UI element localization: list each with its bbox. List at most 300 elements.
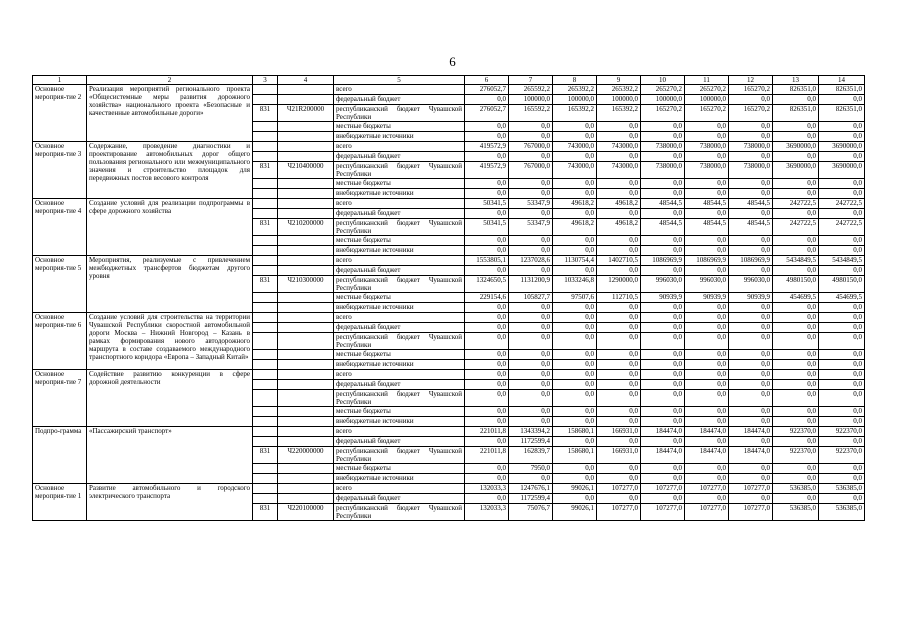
admin-code: [253, 132, 278, 142]
budget-code: Ч210400000: [278, 162, 334, 179]
header-row: [33, 76, 865, 85]
amount-cell: 0,0: [597, 464, 641, 474]
amount-cell: 0,0: [465, 474, 509, 484]
amount-cell: 165270,2: [729, 85, 773, 95]
funding-source: республиканский бюджет Чувашской Республики: [334, 390, 465, 407]
admin-code: [253, 370, 278, 380]
item-title: Содержание, проведение диагностики и проектирование автомобильных дорог общего пользования регионального или межмуниципального значения и строительство площадок для передвижных постов весового контроля: [87, 142, 253, 199]
amount-cell: 0,0: [509, 370, 553, 380]
amount-cell: 229154,6: [465, 293, 509, 303]
admin-code: 831: [253, 105, 278, 122]
amount-cell: 0,0: [773, 266, 819, 276]
funding-source: местные бюджеты: [334, 122, 465, 132]
amount-cell: 536385,0: [819, 504, 865, 521]
amount-cell: 4980150,0: [819, 276, 865, 293]
amount-cell: 184474,0: [641, 447, 685, 464]
budget-code: [278, 333, 334, 350]
amount-cell: 0,0: [509, 122, 553, 132]
amount-cell: 107277,0: [597, 504, 641, 521]
amount-cell: 0,0: [465, 464, 509, 474]
amount-cell: 0,0: [465, 323, 509, 333]
amount-cell: 996030,0: [729, 276, 773, 293]
amount-cell: 0,0: [773, 360, 819, 370]
budget-code: [278, 256, 334, 266]
column-header: 9: [597, 76, 641, 85]
funding-source: местные бюджеты: [334, 350, 465, 360]
amount-cell: 0,0: [819, 209, 865, 219]
amount-cell: 1131200,9: [509, 276, 553, 293]
amount-cell: 242722,5: [773, 219, 819, 236]
amount-cell: 419572,9: [465, 142, 509, 152]
amount-cell: 0,0: [597, 474, 641, 484]
amount-cell: 1237028,6: [509, 256, 553, 266]
budget-code: [278, 427, 334, 437]
amount-cell: 0,0: [597, 152, 641, 162]
amount-cell: 1343394,2: [509, 427, 553, 437]
funding-source: внебюджетные источники: [334, 474, 465, 484]
admin-code: 831: [253, 219, 278, 236]
amount-cell: 265392,2: [553, 85, 597, 95]
amount-cell: 738000,0: [685, 142, 729, 152]
amount-cell: 0,0: [819, 122, 865, 132]
amount-cell: 0,0: [773, 407, 819, 417]
admin-code: [253, 313, 278, 323]
amount-cell: 743000,0: [597, 162, 641, 179]
amount-cell: 48544,5: [729, 199, 773, 209]
amount-cell: 0,0: [553, 417, 597, 427]
amount-cell: 0,0: [553, 437, 597, 447]
funding-source: местные бюджеты: [334, 407, 465, 417]
amount-cell: 221011,8: [465, 427, 509, 437]
table-row: [33, 142, 865, 152]
amount-cell: 0,0: [509, 313, 553, 323]
amount-cell: 0,0: [729, 132, 773, 142]
amount-cell: 184474,0: [685, 447, 729, 464]
table-row: [33, 427, 865, 437]
amount-cell: 5434849,5: [773, 256, 819, 266]
amount-cell: 184474,0: [685, 427, 729, 437]
amount-cell: 0,0: [597, 266, 641, 276]
amount-cell: 162839,7: [509, 447, 553, 464]
amount-cell: 0,0: [819, 236, 865, 246]
amount-cell: 0,0: [729, 407, 773, 417]
admin-code: [253, 333, 278, 350]
item-title: Создание условий для реализации подпрограммы в сфере дорожного хозяйства: [87, 199, 253, 256]
amount-cell: 0,0: [729, 350, 773, 360]
amount-cell: 0,0: [597, 189, 641, 199]
amount-cell: 90939,9: [729, 293, 773, 303]
amount-cell: 0,0: [819, 313, 865, 323]
amount-cell: 49618,2: [597, 199, 641, 209]
amount-cell: 0,0: [465, 179, 509, 189]
amount-cell: 0,0: [729, 236, 773, 246]
amount-cell: 0,0: [465, 236, 509, 246]
amount-cell: 184474,0: [641, 427, 685, 437]
amount-cell: 242722,5: [819, 199, 865, 209]
amount-cell: 276052,7: [465, 85, 509, 95]
amount-cell: 0,0: [641, 313, 685, 323]
amount-cell: 3690000,0: [773, 142, 819, 152]
amount-cell: 50341,5: [465, 199, 509, 209]
funding-source: федеральный бюджет: [334, 152, 465, 162]
amount-cell: 0,0: [509, 236, 553, 246]
amount-cell: 0,0: [773, 189, 819, 199]
amount-cell: 0,0: [773, 350, 819, 360]
admin-code: [253, 179, 278, 189]
amount-cell: 1247676,1: [509, 484, 553, 494]
amount-cell: 0,0: [819, 380, 865, 390]
amount-cell: 99026,1: [553, 504, 597, 521]
funding-source: республиканский бюджет Чувашской Республики: [334, 333, 465, 350]
amount-cell: 0,0: [553, 494, 597, 504]
admin-code: [253, 256, 278, 266]
amount-cell: 0,0: [509, 474, 553, 484]
amount-cell: 0,0: [597, 179, 641, 189]
amount-cell: 0,0: [509, 407, 553, 417]
amount-cell: 0,0: [597, 333, 641, 350]
amount-cell: 242722,5: [819, 219, 865, 236]
item-type: Основное мероприя-тие 2: [33, 85, 87, 142]
amount-cell: 0,0: [685, 333, 729, 350]
amount-cell: 0,0: [685, 360, 729, 370]
amount-cell: 0,0: [553, 390, 597, 407]
page-number: 6: [449, 54, 456, 69]
column-header: 14: [819, 76, 865, 85]
funding-source: местные бюджеты: [334, 464, 465, 474]
amount-cell: 107277,0: [641, 484, 685, 494]
amount-cell: 0,0: [685, 474, 729, 484]
amount-cell: 165270,2: [685, 105, 729, 122]
amount-cell: 5434849,5: [819, 256, 865, 266]
amount-cell: 107277,0: [729, 484, 773, 494]
funding-source: местные бюджеты: [334, 179, 465, 189]
amount-cell: 107277,0: [685, 504, 729, 521]
amount-cell: 242722,5: [773, 199, 819, 209]
budget-code: [278, 360, 334, 370]
amount-cell: 0,0: [819, 323, 865, 333]
amount-cell: 0,0: [819, 266, 865, 276]
amount-cell: 184474,0: [729, 427, 773, 437]
amount-cell: 0,0: [641, 323, 685, 333]
amount-cell: 454699,5: [773, 293, 819, 303]
table-row: [33, 199, 865, 209]
amount-cell: 738000,0: [729, 162, 773, 179]
amount-cell: 0,0: [819, 189, 865, 199]
amount-cell: 112710,5: [597, 293, 641, 303]
amount-cell: 107277,0: [641, 504, 685, 521]
funding-source: внебюджетные источники: [334, 417, 465, 427]
amount-cell: 107277,0: [685, 484, 729, 494]
amount-cell: 0,0: [819, 437, 865, 447]
amount-cell: 996030,0: [685, 276, 729, 293]
amount-cell: 922370,0: [773, 427, 819, 437]
admin-code: [253, 152, 278, 162]
amount-cell: 3690000,0: [773, 162, 819, 179]
budget-code: [278, 152, 334, 162]
admin-code: [253, 427, 278, 437]
amount-cell: 100000,0: [641, 95, 685, 105]
amount-cell: 0,0: [641, 179, 685, 189]
column-header: 12: [729, 76, 773, 85]
budget-code: [278, 417, 334, 427]
funding-source: всего: [334, 199, 465, 209]
amount-cell: 0,0: [819, 464, 865, 474]
column-header: 7: [509, 76, 553, 85]
amount-cell: 0,0: [641, 189, 685, 199]
amount-cell: 826351,0: [773, 105, 819, 122]
amount-cell: 0,0: [553, 122, 597, 132]
amount-cell: 0,0: [465, 246, 509, 256]
amount-cell: 165392,2: [597, 105, 641, 122]
amount-cell: 0,0: [773, 390, 819, 407]
amount-cell: 0,0: [773, 152, 819, 162]
admin-code: [253, 474, 278, 484]
amount-cell: 0,0: [641, 370, 685, 380]
amount-cell: 1086969,9: [685, 256, 729, 266]
amount-cell: 0,0: [685, 437, 729, 447]
amount-cell: 0,0: [729, 152, 773, 162]
amount-cell: 0,0: [641, 132, 685, 142]
amount-cell: 0,0: [685, 189, 729, 199]
amount-cell: 0,0: [641, 152, 685, 162]
admin-code: 831: [253, 447, 278, 464]
admin-code: [253, 380, 278, 390]
admin-code: [253, 209, 278, 219]
amount-cell: 0,0: [819, 246, 865, 256]
item-type: Основное мероприя-тие 7: [33, 370, 87, 427]
amount-cell: 50341,5: [465, 219, 509, 236]
item-type: Основное мероприя-тие 5: [33, 256, 87, 313]
amount-cell: 0,0: [597, 407, 641, 417]
funding-source: федеральный бюджет: [334, 209, 465, 219]
amount-cell: 0,0: [685, 494, 729, 504]
amount-cell: 132033,3: [465, 504, 509, 521]
amount-cell: 0,0: [685, 323, 729, 333]
amount-cell: 0,0: [685, 122, 729, 132]
amount-cell: 0,0: [641, 390, 685, 407]
funding-source: республиканский бюджет Чувашской Республики: [334, 219, 465, 236]
budget-code: [278, 199, 334, 209]
amount-cell: 0,0: [685, 209, 729, 219]
amount-cell: 1033246,8: [553, 276, 597, 293]
table-row: [33, 256, 865, 266]
amount-cell: 767000,0: [509, 142, 553, 152]
amount-cell: 49618,2: [597, 219, 641, 236]
amount-cell: 536385,0: [773, 484, 819, 494]
item-type: Основное мероприя-тие 6: [33, 313, 87, 370]
admin-code: [253, 189, 278, 199]
budget-code: [278, 390, 334, 407]
amount-cell: 0,0: [641, 360, 685, 370]
amount-cell: 0,0: [553, 313, 597, 323]
admin-code: [253, 303, 278, 313]
budget-code: [278, 266, 334, 276]
amount-cell: 0,0: [729, 417, 773, 427]
amount-cell: 0,0: [729, 323, 773, 333]
admin-code: [253, 484, 278, 494]
amount-cell: 0,0: [773, 236, 819, 246]
amount-cell: 0,0: [465, 360, 509, 370]
admin-code: [253, 246, 278, 256]
budget-code: [278, 95, 334, 105]
budget-code: [278, 474, 334, 484]
amount-cell: 0,0: [597, 122, 641, 132]
amount-cell: 4980150,0: [773, 276, 819, 293]
amount-cell: 0,0: [685, 350, 729, 360]
funding-source: всего: [334, 370, 465, 380]
amount-cell: 0,0: [641, 303, 685, 313]
amount-cell: 0,0: [773, 494, 819, 504]
amount-cell: 922370,0: [819, 447, 865, 464]
amount-cell: 0,0: [819, 474, 865, 484]
column-header: 11: [685, 76, 729, 85]
funding-source: внебюджетные источники: [334, 303, 465, 313]
item-type: Основное мероприя-тие 4: [33, 199, 87, 256]
table-row: [33, 370, 865, 380]
amount-cell: 48544,5: [685, 219, 729, 236]
amount-cell: 158680,1: [553, 447, 597, 464]
amount-cell: 0,0: [553, 350, 597, 360]
amount-cell: 100000,0: [597, 95, 641, 105]
funding-source: внебюджетные источники: [334, 360, 465, 370]
amount-cell: 0,0: [773, 474, 819, 484]
amount-cell: 132033,3: [465, 484, 509, 494]
amount-cell: 0,0: [729, 360, 773, 370]
admin-code: [253, 494, 278, 504]
amount-cell: 0,0: [465, 417, 509, 427]
column-header: 4: [278, 76, 334, 85]
amount-cell: 99026,1: [553, 484, 597, 494]
amount-cell: 0,0: [553, 474, 597, 484]
amount-cell: 0,0: [641, 350, 685, 360]
funding-source: всего: [334, 427, 465, 437]
amount-cell: 0,0: [509, 360, 553, 370]
amount-cell: 0,0: [509, 246, 553, 256]
admin-code: [253, 437, 278, 447]
column-header: 2: [87, 76, 253, 85]
amount-cell: 0,0: [509, 303, 553, 313]
amount-cell: 0,0: [819, 417, 865, 427]
amount-cell: 767000,0: [509, 162, 553, 179]
amount-cell: 0,0: [819, 407, 865, 417]
amount-cell: 0,0: [729, 333, 773, 350]
budget-code: [278, 179, 334, 189]
admin-code: [253, 323, 278, 333]
amount-cell: 0,0: [685, 152, 729, 162]
amount-cell: 1553805,1: [465, 256, 509, 266]
amount-cell: 536385,0: [773, 504, 819, 521]
budget-code: [278, 350, 334, 360]
amount-cell: 0,0: [553, 360, 597, 370]
funding-source: внебюджетные источники: [334, 246, 465, 256]
amount-cell: 0,0: [509, 390, 553, 407]
table-row: [33, 484, 865, 494]
amount-cell: 0,0: [685, 417, 729, 427]
amount-cell: 1290000,0: [597, 276, 641, 293]
amount-cell: 0,0: [465, 122, 509, 132]
funding-source: всего: [334, 313, 465, 323]
column-header: 10: [641, 76, 685, 85]
amount-cell: 0,0: [819, 152, 865, 162]
amount-cell: 3690000,0: [819, 142, 865, 152]
amount-cell: 0,0: [729, 474, 773, 484]
amount-cell: 0,0: [641, 464, 685, 474]
budget-code: [278, 236, 334, 246]
amount-cell: 0,0: [597, 132, 641, 142]
amount-cell: 0,0: [509, 417, 553, 427]
amount-cell: 743000,0: [553, 162, 597, 179]
amount-cell: 90939,9: [685, 293, 729, 303]
admin-code: [253, 417, 278, 427]
amount-cell: 0,0: [773, 132, 819, 142]
amount-cell: 0,0: [773, 437, 819, 447]
amount-cell: 100000,0: [509, 95, 553, 105]
amount-cell: 743000,0: [597, 142, 641, 152]
amount-cell: 105827,7: [509, 293, 553, 303]
amount-cell: 0,0: [773, 313, 819, 323]
amount-cell: 0,0: [819, 303, 865, 313]
funding-source: федеральный бюджет: [334, 266, 465, 276]
amount-cell: 0,0: [465, 132, 509, 142]
amount-cell: 165270,2: [641, 105, 685, 122]
budget-code: [278, 380, 334, 390]
amount-cell: 0,0: [465, 350, 509, 360]
amount-cell: 0,0: [819, 132, 865, 142]
item-type: Основное мероприя-тие 3: [33, 142, 87, 199]
amount-cell: 107277,0: [729, 504, 773, 521]
amount-cell: 0,0: [553, 380, 597, 390]
item-title: Создание условий для строительства на территории Чувашской Республики скоростной автомобильной дороги Москва – Нижний Новгород – Казань в рамках формирования нового автодорожного маршрута в составе создаваемого международного транспортного коридора «Европа – Западный Китай»: [87, 313, 253, 370]
budget-code: [278, 132, 334, 142]
budget-code: [278, 464, 334, 474]
amount-cell: 1086969,9: [729, 256, 773, 266]
amount-cell: 75076,7: [509, 504, 553, 521]
amount-cell: 0,0: [773, 122, 819, 132]
item-title: Развитие автомобильного и городского электрического транспорта: [87, 484, 253, 521]
amount-cell: 738000,0: [641, 142, 685, 152]
amount-cell: 0,0: [597, 390, 641, 407]
budget-code: [278, 122, 334, 132]
amount-cell: 0,0: [465, 494, 509, 504]
amount-cell: 738000,0: [729, 142, 773, 152]
amount-cell: 0,0: [773, 380, 819, 390]
amount-cell: 1402710,5: [597, 256, 641, 266]
amount-cell: 922370,0: [773, 447, 819, 464]
amount-cell: 0,0: [729, 390, 773, 407]
amount-cell: 0,0: [819, 95, 865, 105]
amount-cell: 0,0: [597, 246, 641, 256]
amount-cell: 0,0: [465, 266, 509, 276]
amount-cell: 49618,2: [553, 219, 597, 236]
amount-cell: 0,0: [641, 407, 685, 417]
item-title: Мероприятия, реализуемые с привлечением межбюджетных трансфертов бюджетам другого уровня: [87, 256, 253, 313]
amount-cell: 0,0: [465, 380, 509, 390]
amount-cell: 265270,2: [685, 85, 729, 95]
amount-cell: 0,0: [641, 236, 685, 246]
amount-cell: 0,0: [729, 266, 773, 276]
funding-source: федеральный бюджет: [334, 437, 465, 447]
admin-code: [253, 464, 278, 474]
amount-cell: 166931,0: [597, 447, 641, 464]
funding-source: федеральный бюджет: [334, 323, 465, 333]
admin-code: [253, 293, 278, 303]
amount-cell: 107277,0: [597, 484, 641, 494]
amount-cell: 0,0: [641, 122, 685, 132]
budget-code: [278, 85, 334, 95]
amount-cell: 0,0: [553, 189, 597, 199]
amount-cell: 0,0: [597, 437, 641, 447]
amount-cell: 0,0: [597, 303, 641, 313]
